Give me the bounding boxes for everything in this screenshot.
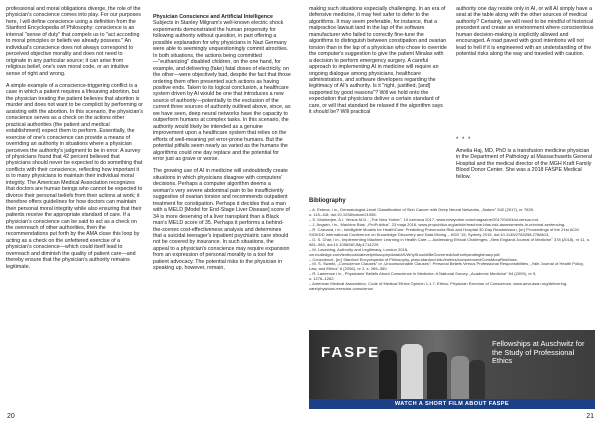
right-page-column-1 [309, 6, 447, 122]
paragraph: professional and moral obligations diverge, the role of the physician's conscience comes into play. For our purposes here, I will define conscience using a definition from the Stanford Encyclopedia of Philosophy: conscience is an internal "sense of duty" that compels us to "act according to moral principles or beliefs we already possess." An individual's conscience does not always correspond to perceived objective morality and does not need to originate in any particular source; it can arise from religious belief, one's own moral code, or an intuitive sense of right and wrong. [6, 6, 141, 77]
bibliography-heading: Bibliography [309, 198, 346, 204]
author-bio: Amelia Haj, MD, PhD is a transfusion medicine physician in the Department of Pathology at Massachusetts General Hospital and the medical director of the MGH Kraft Family Blood Donor Center. She was a 2018 FASPE Medical fellow. [456, 148, 593, 180]
faspe-logo: FASPE [321, 344, 381, 361]
bibliography-entry: – American Medical Association, Code of Medical Ethics Opinion 1.1.7, Ethics: Physician Exercise of Conscience, www.ama-assn.org/delivering-care/physician-exercise-conscience. [309, 281, 568, 292]
paragraph: authority one day reside only in AI, or will AI simply have a seat at the table along with the other sources of medical authority? Certainly, we will need to be mindful of historical precedent and create an environment where conscientious human decision-making is explicitly allowed and encouraged. A road paved with good intentions will not lead to hell if it is engineered with an understanding of the potential risks along the way and traveled with caution. [456, 6, 594, 58]
bibliography-entry: – J. Angwin, i in., Machine Bias, „ProPublica", 23 maja 2016, www.propublica.org/article/machine-bias-risk-assessments-in-criminal-sentencing. [309, 221, 566, 227]
paragraph: Subjects in Stanley Milgram's well-known electric shock experiments demonstrated the human propensity for following authority without question, in part offering a possible explanation for why physicians in Nazi Germany were able to seemingly unquestioningly commit atrocities. In both situations, the actions being committed—"euthanizing" disabled children, on the one hand, for example, and delivering (fake) fatal doses of electricity, on the other—were objectively bad, despite the fact that those ordering them often presented such actions as having positive ends. Taken to its logical conclusion, a healthcare system driven by AI would be one that introduces a new source of authority—potentially to the exclusion of the current three sources of authority outlined above, since, as we have seen, deep neural networks have the capacity to outperform humans at complex tasks. In this scenario, the authority would likely be intended as a genuine improvement upon a healthcare system that relies on the efforts of well-meaning yet error-prone humans. But the potential pitfalls seem nearly as varied as the humans the algorithms could one day replace and the potential for error just as grave or worse. [153, 20, 291, 162]
paragraph: making such situations especially challenging. In an era of defensive medicine, it may feel safer to defer to the algorithms. It may seem preferable, for instance, that a malpractice lawsuit land in the lap of the software manufacturer who failed to correctly fine-tune the algorithms to distinguish between constipation and ovarian torsion than in the lap of a physician who chose to override the computer's suggestion to give the patient Miralax with a decision to perform emergency surgery. A careful approach to implementing AI in medicine will require an ongoing dialogue among physicians, healthcare administrators, and software developers regarding the legitimacy of AI's authority. Is it "right, justified, [and] supported by good reasons"? Will we hold onto the expectation that physicians deliver a certain standard of care, or will that standard be relaxed if the algorithm says it should be? Will practical [309, 6, 447, 116]
bibliography-entry: – A. Esteva, i in., Dermatologist-Level Classification of Skin Cancer with Deep Neural Networks, „Nature" 542 (2017), nr 7639, [309, 207, 535, 212]
watch-film-link[interactable]: WATCH A SHORT FILM ABOUT FASPE [309, 399, 595, 409]
page-number-left: 20 [7, 413, 15, 420]
paragraph: A simple example of a conscience-triggering conflict is a case in which a patient requires a lifesaving abortion, but the physician treating the patient believes that abortion is murder and does not want to be complicit by performing or assisting with the abortion. In this scenario, the physician's conscience serves as a check on the actions other practical authorities (the patient and medical establishment) expect them to perform. Essentially, the exercise of one's conscience can provide a means of overriding an authority in situations where a physician perceives the authority's judgment to be in error. A survey of physicians found that 42 percent believed that physicians should never be expected to do something that conflicts with their conscience, reflecting how important it is to many physicians to maintain their individual moral integrity. The American Medical Association recognizes that doctors are human beings who cannot be expected to divorce their personal beliefs from their actions at work; it therefore offers guidelines for how doctors can maintain their personal moral integrity while also ensuring that their patients receive the appropriate standard of care. If a physician's conscience can be said to act as a check on the overreach of other authorities, then the recommendations put forth by the AMA close this loop by acting as a check on the unfettered exercise of a physician's conscience—which could itself lead to overreach and diminish the quality of patient care—and thereby ensure that the physician's authority remains legitimate. [6, 82, 144, 270]
bibliography-entry: – R. Caruana, i in., Intelligible Models for HealthCare: Predicting Pneumonia Risk and Hospital 30-Day Readmission, [w:] Proceedings of the 21st ACM SIGKDD International Conference on Knowledge Discovery and Data Mining – KDD '15, Sydney 2015, doi:10.1145/2783258.2788613. [309, 226, 579, 237]
left-page-column-2 [153, 14, 291, 278]
page-number-right: 21 [586, 413, 594, 420]
bibliography-entry: – M. S. Swartz, „Conscience Clauses" or „Unconscionable Clauses": Personal Beliefs Versus Professional Responsibilities, „Yale Journal of Health Policy, Law, and Ethics" 6 (2006), nr 2, s. 269–350. [309, 261, 584, 272]
advert-tagline: Fellowships at Auschwitz for the Study of Professional Ethics [492, 339, 585, 366]
section-heading: Physician Conscience and Artificial Intelligence [153, 14, 273, 20]
bibliography-entry: s. 115–118, doi:10.1038/nature21056. [309, 211, 377, 217]
bibliography-entry: – M. Lacewing, Authority and Legitimacy, London 2018, cw.routledge.com/textbooks/alevelphilosophy/data/AS/WhyShouldIBeGoverned/Authorityandlegitimacy.pdf. [309, 246, 501, 257]
faspe-advertisement[interactable] [309, 330, 595, 409]
paragraph: The growing use of AI in medicine will undoubtedly create situations in which physicians disagree with computers' decisions. Perhaps a computer algorithm deems a woman's very severe abdominal pain to be insufficiently suggestive of ovarian torsion and recommends outpatient treatment for constipation. Perhaps it decides that a man with a MELD [Model for End-Stage Liver Disease] score of 34 is more deserving of a liver transplant than a Black man's MELD score of 35. Perhaps it performs a behind-the-scenes cost-effectiveness analysis and determines that a suicidal teenager's inpatient psychiatric care should not be covered by insurance. In such situations, the appeal to a physician's conscience may require expansion from an expression of personal morality to a tool for patient advocacy. The potential risks to the physician in speaking up, however, remain, [153, 168, 290, 272]
bibliography-entry: – Conscience, [w:] Stanford Encyclopedia of Philosophy, plato.stanford.edu/entries/conscience/#ConsMoraResMora. [309, 256, 518, 262]
section-divider: * * * [456, 137, 472, 143]
bibliography-entry: – S. Mukherjee, A.I. Versus M.D., „The New Yorker", 19 czerwca 2017, www.newyorker.com/magazine/2017/04/03/ai-versus-md. [309, 216, 539, 222]
bibliography-entry: s. 1276–1282. [309, 276, 335, 282]
bibliography-entry: – R. Lawrence i in., Physicians' Beliefs About Conscience in Medicine: A National Survey, „Academic Medicine" 84 (2009), nr 9, [309, 271, 537, 277]
left-page-column-1 [6, 6, 144, 276]
bibliography-entry: – D. S. Char, i in., Implementing Machine Learning in Health Care — Addressing Ethical Challenges, „New England Journal of Medicine" 378 (2018), nr 11, s. 981–983, doi:10.1056/NEJMp1714229. [309, 236, 590, 247]
bibliography-list [309, 208, 593, 292]
right-page-column-2 [456, 6, 594, 64]
